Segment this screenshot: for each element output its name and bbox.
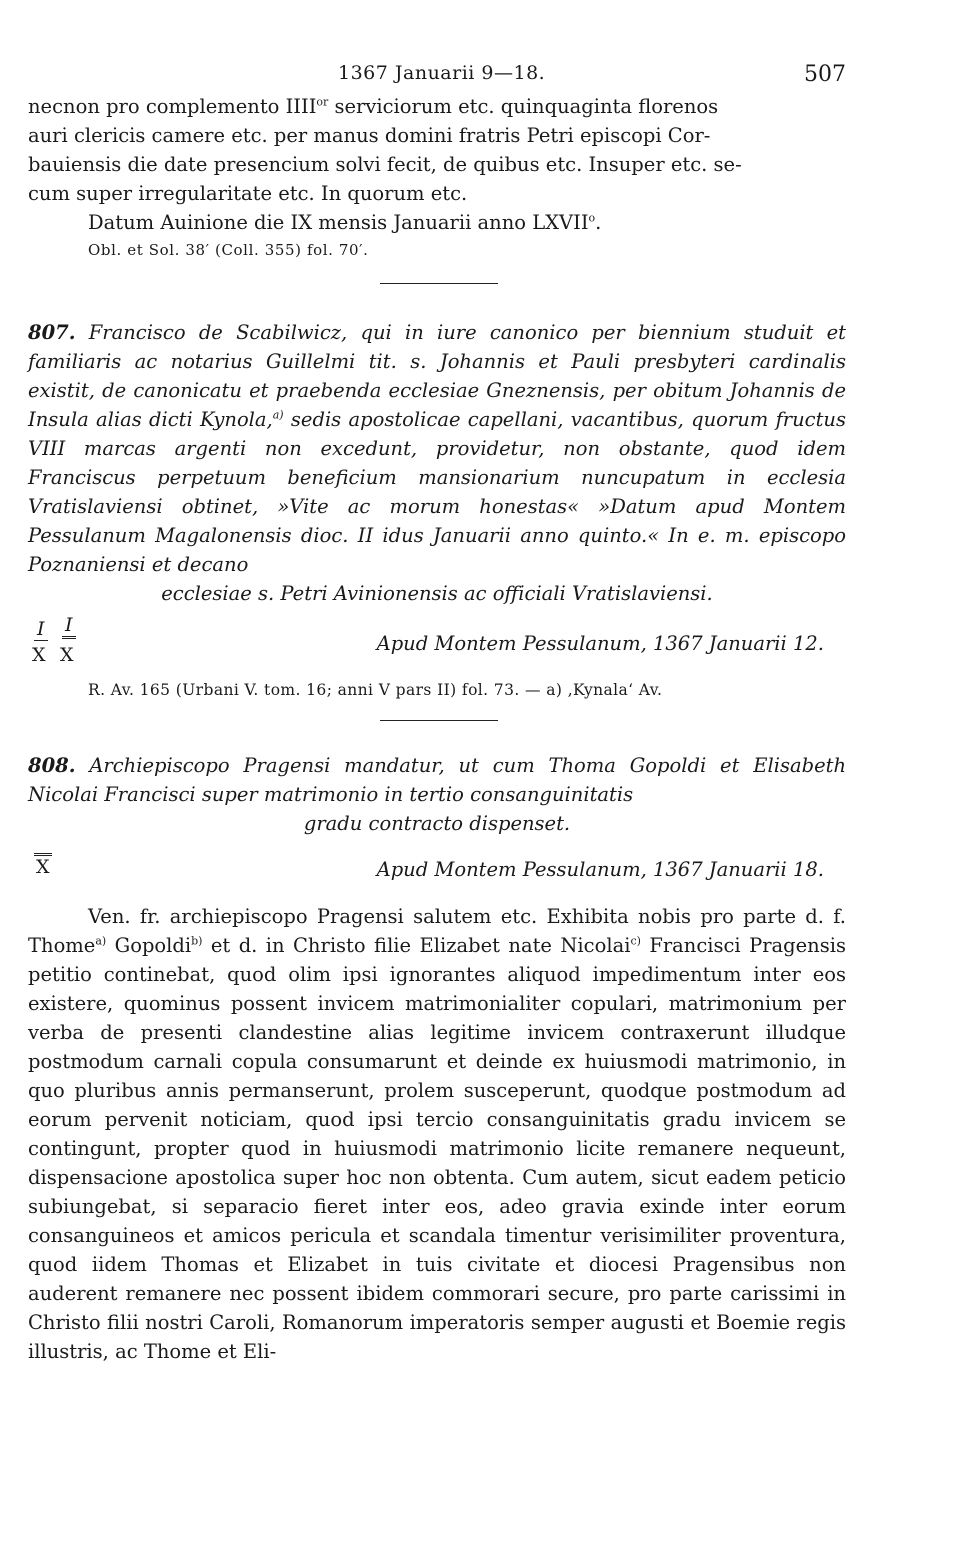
entry-808-dateline <box>28 846 846 894</box>
entry-806-tail <box>28 92 846 259</box>
body-line-1: necnon pro complemento $IIII^{or}$ serviciorum etc. quinquaginta florenos <box>28 95 719 118</box>
entry-number: 807. <box>28 321 76 344</box>
body-line-4: cum super irregularitate etc. In quorum etc. <box>28 182 468 205</box>
entry-808-regest-last: gradu contracto dispenset. <box>303 812 571 835</box>
section-divider <box>380 283 498 284</box>
entry-number: 808. <box>28 754 76 777</box>
source-note: R. Av. 165 (Urbani V. tom. 16; anni V pars II) fol. 73. — a) ‚Kynala‘ Av. <box>88 681 663 699</box>
entry-807-regest: 807. Francisco de Scabilwicz, qui in iure canonico per biennium studuit et familiaris ac notarius Guillelmi tit. s. Johannis et Pauli presbyteri cardinalis existit, de canonicatu et praebenda ecclesiae Gneznensis, per obitum Johannis de Insula alias dicti Kynola,$^{a)}$ sedis apostolicae capellani, vacantibus, quorum fructus VIII marcas argenti non excedunt, providetur, non obstante, quod idem Franciscus perpetuum beneficium mansionarium nuncupatum in ecclesia Vratislaviensi obtinet, »Vite ac morum honestas« »Datum apud Montem Pessulanum Magalonensis dioc. II idus Januarii anno quinto.« In e. m. episcopo Poznaniensi et decano <box>28 321 846 576</box>
entry-807-regest-last: ecclesiae s. Petri Avinionensis ac officiali Vratislaviensi. <box>161 582 713 605</box>
page-header <box>28 52 846 88</box>
source-note: Obl. et Sol. 38′ (Coll. 355) fol. 70′. <box>88 241 369 259</box>
document-page <box>28 52 846 1366</box>
running-title: 1367 Januarii 9—18. <box>338 62 546 84</box>
entry-807-dateline <box>28 614 846 678</box>
entry-808-text: Ven. fr. archiepiscopo Pragensi salutem etc. Exhibita nobis pro parte d. f. Thome$^{a)}$ Gopoldi$^{b)}$ et d. in Christo filie Elizabet nate Nicolai$^{c)}$ Francisci Pragensis petitio continebat, quod olim ipsi ignorantes aliquod impedimentum inter eos existere, quominus possent invicem matrimonialiter copulari, matrimonium per verba de presenti clandestine alias legitime invicem contraxerunt illudque postmodum carnali copula consumarunt et deinde ex huiusmodi matrimonio, in quo pluribus annis permanserunt, prolem susceperunt, quodque postmodum ad eorum pervenit noticiam, quod ipsi tercio consanguinitatis gradu invicem se contingunt, propter quod in huiusmodi matrimonio licite remanere nequeunt, dispensacione apostolica super hoc non obtenta. Cum autem, sicut eadem peticio subiungebat, si separacio fieret inter eos, adeo gravia exinde inter eorum consanguineos et amicos pericula et scandala timentur verisimiliter proventura, quod iidem Thomas et Elizabet in tuis civitate et diocesi Pragensibus non auderent remanere nec possent ibidem commorari secure, pro parte carissimi in Christo filii nostri Caroli, Romanorum imperatoris semper augusti et Boemie regis illustris, ac Thome et Eli- <box>28 905 846 1363</box>
sigla: I I X X <box>32 614 74 666</box>
sigla: X <box>34 856 52 878</box>
datum-line: Datum Auinione die IX mensis Januarii anno LXVII$^o$. <box>88 211 602 234</box>
entry-808-regest: 808. Archiepiscopo Pragensi mandatur, ut cum Thoma Gopoldi et Elisabeth Nicolai Francisci super matrimonio in tertio consanguinitatis <box>28 754 846 806</box>
page-number: 507 <box>804 62 846 87</box>
entry-807 <box>28 318 846 702</box>
section-divider <box>380 720 498 721</box>
body-line-2: auri clericis camere etc. per manus domini fratris Petri episcopi Cor- <box>28 124 711 147</box>
body-line-3: bauiensis die date presencium solvi fecit, de quibus etc. Insuper etc. se- <box>28 153 742 176</box>
dateline-place: Apud Montem Pessulanum, 1367 Januarii 18. <box>376 858 824 881</box>
entry-808 <box>28 751 846 1366</box>
dateline-place: Apud Montem Pessulanum, 1367 Januarii 12. <box>376 632 824 655</box>
